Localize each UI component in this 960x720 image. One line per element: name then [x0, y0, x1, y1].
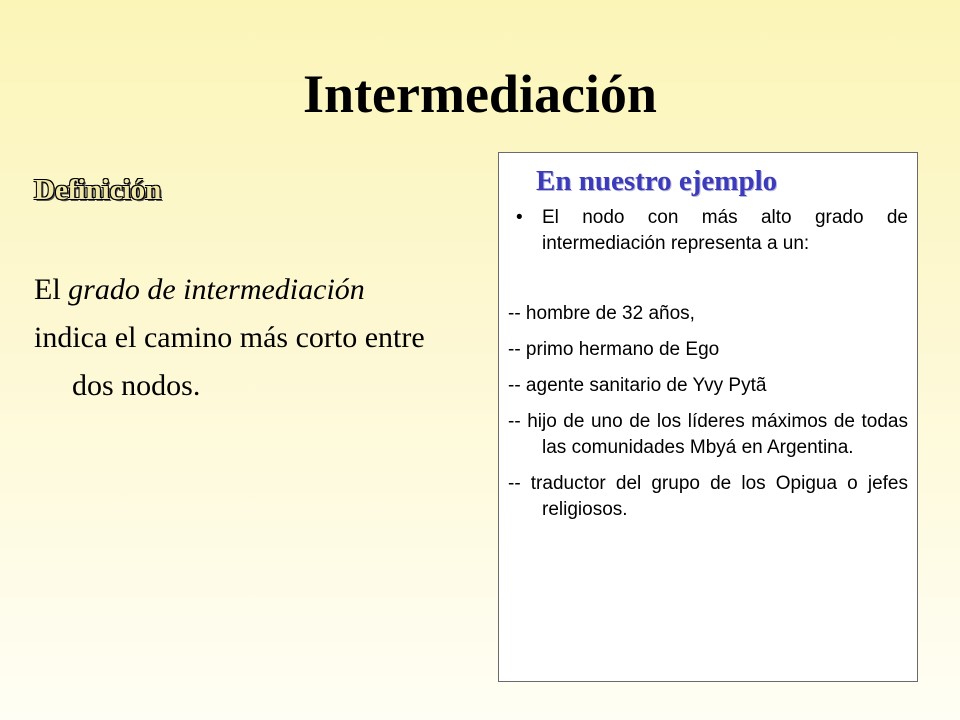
definition-section: [34, 170, 464, 410]
definition-prefix: El: [34, 273, 69, 306]
definition-text: [34, 266, 464, 410]
example-item-age: -- hombre de 32 años,: [508, 303, 695, 324]
example-item-translator: -- traductor del grupo de los Opigua o jefes religiosos.: [508, 473, 908, 520]
example-item-health-agent: -- agente sanitario de Yvy Pytã: [508, 375, 767, 396]
example-item-cousin: -- primo hermano de Ego: [508, 339, 720, 360]
example-heading: En nuestro ejemplo: [536, 165, 778, 197]
example-item-leader-son: -- hijo de uno de los líderes máximos de todas las comunidades Mbyá en Argentina.: [508, 411, 908, 458]
definition-term: grado de intermediación: [68, 273, 365, 306]
definition-line-1: [34, 266, 464, 314]
slide-title: Intermediación: [303, 64, 657, 124]
bullet-icon: •: [516, 207, 523, 228]
definition-heading: Definición: [34, 174, 162, 206]
example-box: [498, 152, 918, 682]
example-bullet: [508, 205, 908, 257]
definition-line-2: indica el camino más corto entre dos nodos.: [34, 321, 425, 402]
example-bullet-text: El nodo con más alto grado de intermediación representa a un:: [542, 207, 908, 254]
